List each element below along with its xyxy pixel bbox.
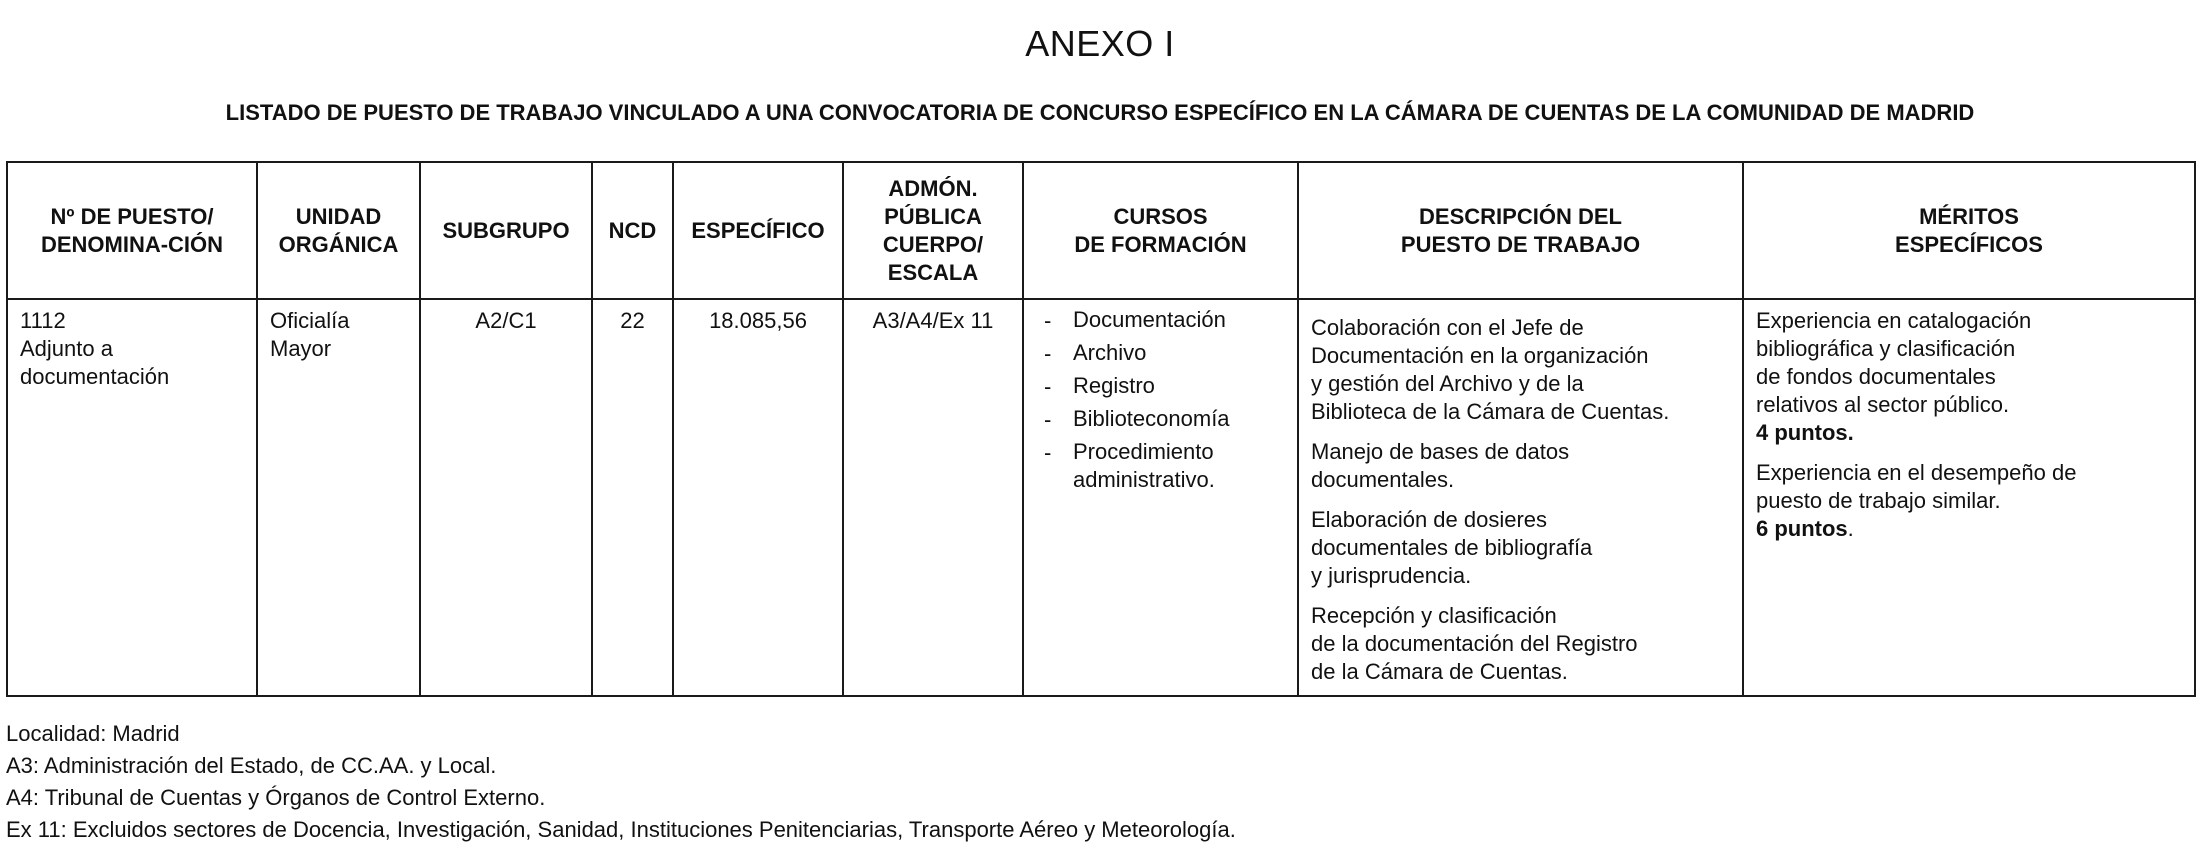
annex-title: ANEXO I <box>1025 23 1175 64</box>
course-line: Procedimiento <box>1073 439 1214 464</box>
cell-cursos <box>1023 299 1298 696</box>
footnotes <box>6 718 1236 846</box>
header-line: ORGÁNICA <box>278 231 399 257</box>
puesto-name-line: Adjunto a <box>20 336 113 361</box>
cell-especifico <box>673 299 843 696</box>
desc-line: Manejo de bases de datos <box>1311 439 1570 464</box>
description-paragraph <box>1311 602 1730 686</box>
desc-line: y gestión del Archivo y de la <box>1311 371 1584 396</box>
admon-value: A3/A4/Ex 11 <box>872 308 994 333</box>
desc-line: Recepción y clasificación <box>1311 603 1557 628</box>
puesto-number: 1112 <box>20 308 66 333</box>
merit-line: relativos al sector público. <box>1756 392 2010 417</box>
cell-descripcion <box>1298 299 1743 696</box>
subgrupo-value: A2/C1 <box>475 308 537 333</box>
header-unidad <box>257 162 420 299</box>
cell-unidad <box>257 299 420 696</box>
courses-list <box>1036 304 1285 497</box>
cell-puesto <box>7 299 257 696</box>
header-line: PUESTO DE TRABAJO <box>1400 231 1641 257</box>
merit-points-suffix: . <box>1847 420 1854 445</box>
dash-bullet: - <box>1044 440 1052 465</box>
course-text <box>1073 436 1285 497</box>
desc-line: Colaboración con el Jefe de <box>1311 315 1584 340</box>
header-line: ADMÓN. <box>888 175 978 201</box>
course-text: Documentación <box>1073 307 1226 332</box>
desc-line: Biblioteca de la Cámara de Cuentas. <box>1311 399 1670 424</box>
course-line: administrativo. <box>1073 467 1215 492</box>
unidad-line: Mayor <box>270 336 332 361</box>
header-row <box>7 162 2195 299</box>
header-line: CUERPO/ <box>882 231 984 257</box>
desc-line: documentales de bibliografía <box>1311 535 1593 560</box>
dash-bullet: - <box>1044 308 1052 333</box>
header-puesto <box>7 162 257 299</box>
merit-line: Experiencia en catalogación <box>1756 308 2032 333</box>
description-paragraph <box>1311 506 1730 590</box>
header-line: DE FORMACIÓN <box>1074 231 1247 257</box>
description-paragraph <box>1311 438 1730 494</box>
puesto-name-line: documentación <box>20 364 170 389</box>
header-meritos <box>1743 162 2195 299</box>
ncd-value: 22 <box>620 308 645 333</box>
list-item <box>1036 370 1285 403</box>
course-text: Archivo <box>1073 340 1147 365</box>
cell-admon <box>843 299 1023 696</box>
document-subtitle: LISTADO DE PUESTO DE TRABAJO VINCULADO A UNA CONVOCATORIA DE CONCURSO ESPECÍFICO EN LA CÁMARA DE CUENTAS DE LA COMUNIDAD DE MADRID <box>225 100 1975 125</box>
merit-line: bibliográfica y clasificación <box>1756 336 2016 361</box>
unidad-line: Oficialía <box>270 308 350 333</box>
merit-line: de fondos documentales <box>1756 364 1996 389</box>
merit-line: puesto de trabajo similar. <box>1756 488 2001 513</box>
course-text: Registro <box>1073 373 1155 398</box>
description-paragraph <box>1311 314 1730 426</box>
header-line: SUBGRUPO <box>442 217 570 243</box>
dash-bullet: - <box>1044 341 1052 366</box>
list-item <box>1036 304 1285 337</box>
header-line: CURSOS <box>1113 203 1208 229</box>
footnote-a3: A3: Administración del Estado, de CC.AA. y Local. <box>6 753 497 778</box>
cell-subgrupo <box>420 299 592 696</box>
course-text: Biblioteconomía <box>1073 406 1230 431</box>
merit-points: 6 puntos <box>1756 516 1848 541</box>
merit-paragraph <box>1756 459 2182 543</box>
header-line: DESCRIPCIÓN DEL <box>1419 203 1622 229</box>
desc-line: Elaboración de dosieres <box>1311 507 1548 532</box>
footnote-localidad: Localidad: Madrid <box>6 721 180 746</box>
header-line: ESCALA <box>887 259 979 285</box>
desc-line: y jurisprudencia. <box>1311 563 1472 588</box>
desc-line: de la documentación del Registro <box>1311 631 1638 656</box>
header-line: NCD <box>608 217 657 243</box>
footnote-a4: A4: Tribunal de Cuentas y Órganos de Control Externo. <box>6 785 546 810</box>
footnote-ex11: Ex 11: Excluidos sectores de Docencia, Investigación, Sanidad, Instituciones Penitenciarias, Transporte Aéreo y Meteorología. <box>6 817 1236 842</box>
merit-line: Experiencia en el desempeño de <box>1756 460 2077 485</box>
header-line: MÉRITOS <box>1919 203 2019 229</box>
desc-line: de la Cámara de Cuentas. <box>1311 659 1568 684</box>
header-line: Nº DE PUESTO/ <box>50 203 214 229</box>
cell-ncd <box>592 299 673 696</box>
dash-bullet: - <box>1044 374 1052 399</box>
header-line: UNIDAD <box>295 203 382 229</box>
list-item <box>1036 337 1285 370</box>
header-subgrupo <box>420 162 592 299</box>
job-listing-table <box>6 161 2196 697</box>
header-descripcion <box>1298 162 1743 299</box>
merit-points-suffix: . <box>1847 516 1854 541</box>
merit-paragraph <box>1756 307 2182 447</box>
header-line: DENOMINA-CIÓN <box>40 231 224 257</box>
list-item <box>1036 436 1285 497</box>
header-especifico <box>673 162 843 299</box>
desc-line: documentales. <box>1311 467 1455 492</box>
header-line: ESPECÍFICOS <box>1895 231 2043 257</box>
header-line: PÚBLICA <box>884 203 982 229</box>
header-cursos <box>1023 162 1298 299</box>
header-ncd <box>592 162 673 299</box>
dash-bullet: - <box>1044 407 1052 432</box>
header-line: ESPECÍFICO <box>691 217 825 243</box>
table-row <box>7 299 2195 696</box>
desc-line: Documentación en la organización <box>1311 343 1649 368</box>
list-item <box>1036 403 1285 436</box>
merit-points: 4 puntos <box>1756 420 1848 445</box>
cell-meritos <box>1743 299 2195 696</box>
especifico-value: 18.085,56 <box>709 308 807 333</box>
header-admon <box>843 162 1023 299</box>
